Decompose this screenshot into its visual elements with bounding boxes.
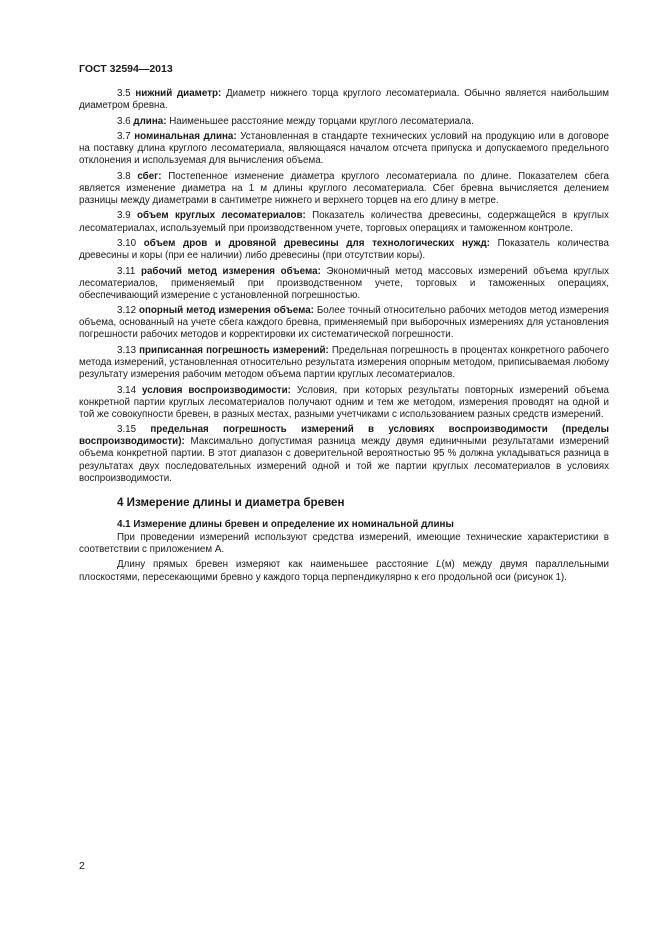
definition-term: опорный метод измерения объема: bbox=[139, 305, 314, 317]
definition-text: Предельная погрешность в процентах конкретного рабочего метода измерений, установленная относительно результата измерения опорным методом, приписываемая любому результату измерения рабочим методом объема партии круглых лесоматериалов. bbox=[79, 344, 609, 381]
definition-text: Установленная в стандарте технических условий на продукцию или в договоре на поставку длина круглого лесоматериала, являющаяся началом отсчета припуска и допускаемого предельного отклонения и используемая для вычисления объема. bbox=[79, 131, 609, 167]
paragraph-2-text-after: (м) между двумя параллельными плоскостями, пересекающими бревно у каждого торца перпендикулярно к его продольной оси (рисунок 1). bbox=[79, 559, 609, 583]
definition-number: 3.12 bbox=[117, 305, 137, 317]
definition-paragraph bbox=[79, 131, 609, 167]
definition-number: 3.13 bbox=[117, 344, 137, 356]
definition-term: приписанная погрешность измерений: bbox=[139, 344, 329, 356]
definition-text: Показатель количества древесины и коры (при ее наличии) либо древесины (при отсутствии коры). bbox=[79, 237, 609, 262]
definition-number: 3.5 bbox=[117, 88, 131, 99]
section-4-paragraph-2 bbox=[79, 559, 609, 583]
definition-term: предельная погрешность измерений в условиях воспроизводимости (пределы воспроизводимости): bbox=[79, 424, 609, 448]
definition-term: объем круглых лесоматериалов: bbox=[136, 210, 306, 222]
definition-term: сбег: bbox=[137, 170, 162, 182]
definition-text: Максимально допустимая разница между двумя единичными результатами измерений объема конкретной партии. В этот диапазон с доверительной вероятностью 95 % должна укладываться разница в результатах двух последовательных измерений одной и той же партии круглых лесоматериалов в условиях воспроизводимости. bbox=[79, 436, 610, 484]
definition-number: 3.10 bbox=[117, 237, 137, 249]
definition-text: Наименьшее расстояние между торцами круглого лесоматериала. bbox=[169, 115, 474, 127]
definition-paragraph bbox=[79, 266, 609, 302]
subsection-4-1-title: 4.1 Измерение длины бревен и определение их номинальной длины bbox=[117, 518, 454, 530]
section-4-paragraph-1: При проведении измерений используют средства измерений, имеющие технические характеристики в соответствии с приложением А. bbox=[79, 531, 609, 555]
definition-paragraph bbox=[79, 171, 609, 207]
definitions-list bbox=[79, 88, 609, 485]
document-header: ГОСТ 32594—2013 bbox=[79, 63, 173, 75]
definition-number: 3.14 bbox=[117, 384, 137, 396]
definition-term: длина: bbox=[133, 115, 167, 127]
definition-number: 3.6 bbox=[117, 115, 131, 127]
definition-term: нижний диаметр: bbox=[135, 88, 222, 99]
definition-number: 3.7 bbox=[117, 131, 131, 143]
definition-term: условия воспроизводимости: bbox=[142, 384, 291, 396]
section-4-title: 4 Измерение длины и диаметра бревен bbox=[117, 495, 345, 509]
definition-text: Экономичный метод массовых измерений объема круглых лесоматериалов, применяемый при производственном учете, торговых и таможенных операциях, обеспечивающий измерение с установленной погрешностью. bbox=[79, 265, 610, 301]
definition-text: Более точный относительно рабочих методов метод измерения объема, основанный на учете сбега каждого бревна, применяемый при выборочных измерениях для установления погрешности рабочих методов и корректировки их систематической погрешности. bbox=[79, 305, 609, 341]
definition-paragraph bbox=[79, 238, 609, 262]
definition-paragraph bbox=[79, 116, 609, 128]
definition-paragraph bbox=[79, 305, 609, 341]
definition-text: Показатель количества древесины, содержащейся в круглых лесоматериалах, используемый при производственном учете, торговых операциях и таможенном контроле. bbox=[79, 210, 609, 234]
definition-paragraph bbox=[79, 210, 609, 234]
page-number: 2 bbox=[79, 860, 85, 872]
definition-paragraph bbox=[79, 88, 609, 112]
definition-paragraph bbox=[79, 345, 609, 381]
definition-term: номинальная длина: bbox=[134, 131, 237, 143]
definition-text: Постепенное изменение диаметра круглого лесоматериала по длине. Показателем сбега является изменение диаметра на 1 м длины круглого лесоматериала. Сбег бревна вычисляется делением разницы между диаметрами в сантиметре нижнего и верхнего торцев на его длину в метре. bbox=[79, 170, 609, 206]
definition-number: 3.9 bbox=[117, 210, 131, 222]
definition-text: Условия, при которых результаты повторных измерений объема конкретной партии круглых лесоматериалов получают одним и тем же методом, измерения проводят на одной и той же совокупности бревен, в разных местах, разными учетчиками с использованием разных средств измерений. bbox=[79, 384, 610, 420]
paragraph-2-text-before: Длину прямых бревен измеряют как наименьшее расстояние bbox=[117, 559, 437, 571]
definition-term: рабочий метод измерения объема: bbox=[141, 265, 321, 277]
length-variable: L bbox=[436, 559, 442, 571]
definition-paragraph bbox=[79, 424, 609, 484]
definition-number: 3.8 bbox=[117, 170, 131, 182]
definition-paragraph bbox=[79, 385, 609, 421]
definition-text: Диаметр нижнего торца круглого лесоматериала. Обычно является наибольшим диаметром бревна. bbox=[79, 88, 609, 112]
definition-number: 3.11 bbox=[117, 265, 136, 277]
definition-number: 3.15 bbox=[117, 424, 137, 436]
definition-term: объем дров и дровяной древесины для технологических нужд: bbox=[143, 237, 490, 249]
document-body bbox=[79, 88, 609, 587]
